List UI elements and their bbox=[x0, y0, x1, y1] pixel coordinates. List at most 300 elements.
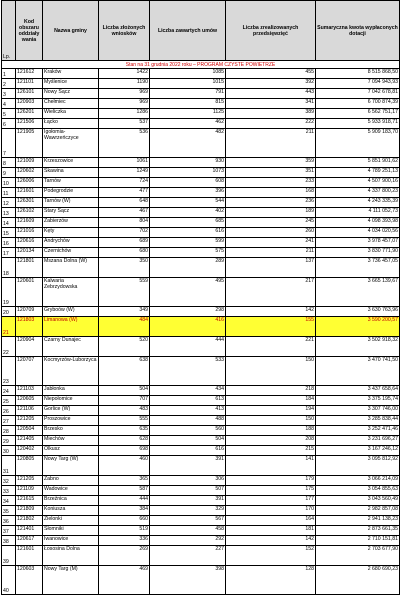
cell-umowy: 462 bbox=[150, 119, 226, 129]
cell-umowy: 533 bbox=[150, 357, 226, 386]
cell-kwota: 3 095 812,92 bbox=[316, 456, 400, 476]
cell-przedsiewziecia: 392 bbox=[226, 79, 316, 89]
cell-wnioski: 707 bbox=[99, 396, 150, 406]
cell-lp: 25 bbox=[2, 396, 16, 406]
table-row bbox=[2, 506, 400, 516]
cell-przedsiewziecia: 389 bbox=[226, 109, 316, 119]
cell-wnioski: 969 bbox=[99, 99, 150, 109]
cell-przedsiewziecia: 177 bbox=[226, 496, 316, 506]
cell-kwota: 4 243 335,39 bbox=[316, 198, 400, 208]
cell-umowy: 391 bbox=[150, 496, 226, 506]
cell-przedsiewziecia: 233 bbox=[226, 178, 316, 188]
cell-wnioski: 460 bbox=[99, 456, 150, 476]
cell-kwota: 2 941 138,23 bbox=[316, 516, 400, 526]
cell-przedsiewziecia: 211 bbox=[226, 248, 316, 258]
cell-umowy: 444 bbox=[150, 337, 226, 357]
cell-lp: 24 bbox=[2, 386, 16, 396]
cell-przedsiewziecia: 164 bbox=[226, 516, 316, 526]
cell-kwota: 7 042 678,81 bbox=[316, 89, 400, 99]
cell-umowy: 930 bbox=[150, 158, 226, 168]
cell-lp: 16 bbox=[2, 238, 16, 248]
cell-umowy: 791 bbox=[150, 89, 226, 99]
cell-kwota: 3 665 139,67 bbox=[316, 278, 400, 307]
table-row bbox=[2, 337, 400, 357]
table-row bbox=[2, 278, 400, 307]
cell-umowy: 434 bbox=[150, 386, 226, 396]
cell-lp: 20 bbox=[2, 307, 16, 317]
cell-wnioski: 635 bbox=[99, 426, 150, 436]
cell-kod: 120504 bbox=[16, 426, 43, 436]
cell-kwota: 3 736 457,05 bbox=[316, 258, 400, 278]
cell-kwota: 2 680 690,23 bbox=[316, 566, 400, 595]
cell-przedsiewziecia: 215 bbox=[226, 446, 316, 456]
cell-gmina: Iwanowice bbox=[43, 536, 99, 546]
cell-kod: 126102 bbox=[16, 208, 43, 218]
cell-gmina: Czernichów bbox=[43, 248, 99, 258]
cell-gmina: Żabno bbox=[43, 476, 99, 486]
cell-lp: 37 bbox=[2, 526, 16, 536]
cell-kod: 121801 bbox=[16, 258, 43, 278]
cell-lp: 12 bbox=[2, 198, 16, 208]
cell-kod: 120616 bbox=[16, 238, 43, 248]
cell-przedsiewziecia: 152 bbox=[226, 546, 316, 566]
cell-przedsiewziecia: 188 bbox=[226, 426, 316, 436]
cell-gmina: Olkusz bbox=[43, 446, 99, 456]
cell-kod: 120134 bbox=[16, 248, 43, 258]
cell-gmina: Zabierzów bbox=[43, 218, 99, 228]
table-row bbox=[2, 188, 400, 198]
table-row bbox=[2, 526, 400, 536]
cell-przedsiewziecia: 222 bbox=[226, 119, 316, 129]
cell-przedsiewziecia: 189 bbox=[226, 208, 316, 218]
cell-wnioski: 484 bbox=[99, 317, 150, 337]
cell-kod: 121101 bbox=[16, 79, 43, 89]
cell-kod: 120601 bbox=[16, 278, 43, 307]
cell-umowy: 292 bbox=[150, 536, 226, 546]
cell-wnioski: 269 bbox=[99, 546, 150, 566]
cell-gmina: Skawina bbox=[43, 168, 99, 178]
cell-kwota: 3 978 457,07 bbox=[316, 238, 400, 248]
cell-wnioski: 1190 bbox=[99, 79, 150, 89]
cell-lp: 32 bbox=[2, 476, 16, 486]
table-row bbox=[2, 208, 400, 218]
cell-lp: 7 bbox=[2, 129, 16, 158]
cell-umowy: 329 bbox=[150, 506, 226, 516]
cell-przedsiewziecia: 150 bbox=[226, 416, 316, 426]
cell-przedsiewziecia: 260 bbox=[226, 228, 316, 238]
cell-kod: 121205 bbox=[16, 476, 43, 486]
cell-kwota: 2 703 677,90 bbox=[316, 546, 400, 566]
cell-gmina: Zielonki bbox=[43, 516, 99, 526]
header-kwota: Sumaryczna kwota wypłaconych dotacji bbox=[316, 1, 400, 61]
table-row bbox=[2, 168, 400, 178]
cell-przedsiewziecia: 168 bbox=[226, 188, 316, 198]
cell-umowy: 544 bbox=[150, 198, 226, 208]
cell-wnioski: 349 bbox=[99, 307, 150, 317]
cell-kod: 120603 bbox=[16, 566, 43, 595]
table-row bbox=[2, 99, 400, 109]
table-row bbox=[2, 396, 400, 406]
cell-umowy: 504 bbox=[150, 436, 226, 446]
cell-kod: 120605 bbox=[16, 396, 43, 406]
cell-kwota: 5 909 183,70 bbox=[316, 129, 400, 158]
table-row bbox=[2, 416, 400, 426]
cell-wnioski: 519 bbox=[99, 526, 150, 536]
table-row bbox=[2, 89, 400, 99]
cell-lp: 30 bbox=[2, 446, 16, 456]
table-row bbox=[2, 238, 400, 248]
cell-wnioski: 469 bbox=[99, 566, 150, 595]
cell-gmina: Nowy Targ (W) bbox=[43, 456, 99, 476]
dotacje-table bbox=[1, 0, 400, 595]
table-row bbox=[2, 79, 400, 89]
cell-kwota: 3 066 214,09 bbox=[316, 476, 400, 486]
cell-lp: 1 bbox=[2, 69, 16, 79]
cell-lp: 4 bbox=[2, 99, 16, 109]
cell-przedsiewziecia: 218 bbox=[226, 386, 316, 396]
cell-lp: 18 bbox=[2, 258, 16, 278]
cell-wnioski: 336 bbox=[99, 536, 150, 546]
cell-lp: 40 bbox=[2, 566, 16, 595]
cell-kod: 120709 bbox=[16, 307, 43, 317]
cell-gmina: Gryboów (W) bbox=[43, 307, 99, 317]
cell-wnioski: 587 bbox=[99, 486, 150, 496]
cell-lp: 15 bbox=[2, 228, 16, 238]
table-row bbox=[2, 406, 400, 416]
cell-kwota: 3 437 658,64 bbox=[316, 386, 400, 396]
cell-przedsiewziecia: 175 bbox=[226, 486, 316, 496]
cell-kwota: 3 252 471,46 bbox=[316, 426, 400, 436]
cell-przedsiewziecia: 221 bbox=[226, 337, 316, 357]
table-row bbox=[2, 129, 400, 158]
cell-kod: 121506 bbox=[16, 119, 43, 129]
cell-kwota: 3 307 746,00 bbox=[316, 406, 400, 416]
cell-umowy: 227 bbox=[150, 546, 226, 566]
table-row bbox=[2, 178, 400, 188]
cell-umowy: 396 bbox=[150, 188, 226, 198]
table-row bbox=[2, 426, 400, 436]
header-umowy: Liczba zawartych umów bbox=[150, 1, 226, 61]
cell-przedsiewziecia: 217 bbox=[226, 278, 316, 307]
cell-kwota: 3 830 771,90 bbox=[316, 248, 400, 258]
cell-gmina: Nowy Sącz bbox=[43, 89, 99, 99]
table-row bbox=[2, 218, 400, 228]
table-row bbox=[2, 158, 400, 168]
cell-kod: 121103 bbox=[16, 386, 43, 396]
cell-przedsiewziecia: 341 bbox=[226, 99, 316, 109]
cell-kod: 121601 bbox=[16, 546, 43, 566]
cell-gmina: Jabłonka bbox=[43, 386, 99, 396]
cell-wnioski: 467 bbox=[99, 208, 150, 218]
cell-kwota: 3 502 918,32 bbox=[316, 337, 400, 357]
cell-gmina: Brzeźnica bbox=[43, 496, 99, 506]
cell-gmina: Myślenice bbox=[43, 79, 99, 89]
table-row bbox=[2, 69, 400, 79]
cell-gmina: Gorlice (W) bbox=[43, 406, 99, 416]
cell-wnioski: 698 bbox=[99, 446, 150, 456]
cell-lp: 27 bbox=[2, 416, 16, 426]
cell-kwota: 4 507 900,16 bbox=[316, 178, 400, 188]
cell-kod: 121609 bbox=[16, 218, 43, 228]
cell-wnioski: 350 bbox=[99, 258, 150, 278]
cell-gmina: Andrychów bbox=[43, 238, 99, 248]
cell-gmina: Łososina Dolna bbox=[43, 546, 99, 566]
cell-umowy: 599 bbox=[150, 238, 226, 248]
cell-kod: 121205 bbox=[16, 416, 43, 426]
cell-kwota: 2 710 151,81 bbox=[316, 536, 400, 546]
cell-umowy: 616 bbox=[150, 446, 226, 456]
cell-lp: 38 bbox=[2, 536, 16, 546]
cell-kwota: 3 590 200,57 bbox=[316, 317, 400, 337]
cell-przedsiewziecia: 208 bbox=[226, 436, 316, 446]
cell-lp: 2 bbox=[2, 79, 16, 89]
table-row-highlighted bbox=[2, 317, 400, 337]
cell-przedsiewziecia: 245 bbox=[226, 218, 316, 228]
cell-gmina: Mszana Dolna (W) bbox=[43, 258, 99, 278]
cell-kwota: 6 700 874,39 bbox=[316, 99, 400, 109]
cell-lp: 14 bbox=[2, 218, 16, 228]
cell-kod: 121601 bbox=[16, 188, 43, 198]
cell-lp: 34 bbox=[2, 496, 16, 506]
cell-gmina: Niepołomice bbox=[43, 396, 99, 406]
cell-kod: 121802 bbox=[16, 516, 43, 526]
cell-kwota: 3 231 696,27 bbox=[316, 436, 400, 446]
header-lp: Lp. bbox=[2, 1, 16, 61]
cell-kod: 121612 bbox=[16, 69, 43, 79]
cell-wnioski: 689 bbox=[99, 238, 150, 248]
cell-przedsiewziecia: 359 bbox=[226, 158, 316, 168]
cell-umowy: 402 bbox=[150, 208, 226, 218]
table-row bbox=[2, 307, 400, 317]
cell-wnioski: 702 bbox=[99, 228, 150, 238]
cell-przedsiewziecia: 194 bbox=[226, 406, 316, 416]
cell-przedsiewziecia: 128 bbox=[226, 566, 316, 595]
cell-gmina: Igołomia-Wawrzeńczyce bbox=[43, 129, 99, 158]
cell-umowy: 398 bbox=[150, 566, 226, 595]
cell-przedsiewziecia: 142 bbox=[226, 307, 316, 317]
cell-kod: 121109 bbox=[16, 486, 43, 496]
cell-kwota: 3 167 246,12 bbox=[316, 446, 400, 456]
cell-wnioski: 555 bbox=[99, 416, 150, 426]
cell-kod: 120805 bbox=[16, 456, 43, 476]
cell-gmina: Limanowa (W) bbox=[43, 317, 99, 337]
cell-kod: 121615 bbox=[16, 496, 43, 506]
cell-kod: 120904 bbox=[16, 337, 43, 357]
cell-umowy: 416 bbox=[150, 317, 226, 337]
cell-przedsiewziecia: 142 bbox=[226, 536, 316, 546]
cell-kod: 126301 bbox=[16, 198, 43, 208]
cell-kwota: 3 054 855,63 bbox=[316, 486, 400, 496]
subheader-text: Stan na 31 grudnia 2022 roku – PROGRAM CZYSTE POWIETRZE bbox=[2, 61, 400, 69]
cell-kod: 121905 bbox=[16, 129, 43, 158]
table-row bbox=[2, 546, 400, 566]
table-row bbox=[2, 486, 400, 496]
cell-lp: 8 bbox=[2, 158, 16, 168]
cell-lp: 29 bbox=[2, 436, 16, 446]
cell-gmina: Wieliczka bbox=[43, 109, 99, 119]
cell-gmina: Kocmyrzów-Luborzyca bbox=[43, 357, 99, 386]
cell-wnioski: 628 bbox=[99, 436, 150, 446]
cell-gmina: Tarnów bbox=[43, 178, 99, 188]
table-row bbox=[2, 386, 400, 396]
cell-kod: 121809 bbox=[16, 506, 43, 516]
cell-gmina: Brzesko bbox=[43, 426, 99, 436]
cell-lp: 5 bbox=[2, 109, 16, 119]
cell-gmina: Łącko bbox=[43, 119, 99, 129]
cell-przedsiewziecia: 241 bbox=[226, 238, 316, 248]
cell-gmina: Koniusza bbox=[43, 506, 99, 516]
cell-lp: 21 bbox=[2, 317, 16, 337]
cell-kod: 126101 bbox=[16, 89, 43, 99]
table-row bbox=[2, 476, 400, 486]
table-row bbox=[2, 566, 400, 595]
cell-umowy: 306 bbox=[150, 476, 226, 486]
cell-przedsiewziecia: 137 bbox=[226, 258, 316, 278]
cell-lp: 36 bbox=[2, 516, 16, 526]
cell-przedsiewziecia: 443 bbox=[226, 89, 316, 99]
table-row bbox=[2, 516, 400, 526]
cell-kod: 121401 bbox=[16, 526, 43, 536]
cell-wnioski: 638 bbox=[99, 357, 150, 386]
cell-umowy: 289 bbox=[150, 258, 226, 278]
cell-przedsiewziecia: 236 bbox=[226, 198, 316, 208]
cell-lp: 31 bbox=[2, 456, 16, 476]
cell-kod: 126006 bbox=[16, 178, 43, 188]
cell-przedsiewziecia: 184 bbox=[226, 396, 316, 406]
cell-wnioski: 648 bbox=[99, 198, 150, 208]
cell-wnioski: 680 bbox=[99, 248, 150, 258]
cell-wnioski: 1061 bbox=[99, 158, 150, 168]
cell-wnioski: 520 bbox=[99, 337, 150, 357]
cell-wnioski: 1286 bbox=[99, 109, 150, 119]
cell-przedsiewziecia: 351 bbox=[226, 168, 316, 178]
cell-kwota: 8 515 868,50 bbox=[316, 69, 400, 79]
cell-umowy: 507 bbox=[150, 486, 226, 496]
table-row bbox=[2, 496, 400, 506]
cell-lp: 33 bbox=[2, 486, 16, 496]
cell-lp: 9 bbox=[2, 168, 16, 178]
cell-kod: 120617 bbox=[16, 536, 43, 546]
cell-kod: 121009 bbox=[16, 158, 43, 168]
cell-wnioski: 483 bbox=[99, 406, 150, 416]
cell-wnioski: 536 bbox=[99, 129, 150, 158]
header-przedsiewziecia: Liczba zrealizowanych przedsięwzięć bbox=[226, 1, 316, 61]
cell-umowy: 482 bbox=[150, 129, 226, 158]
cell-kwota: 4 789 251,13 bbox=[316, 168, 400, 178]
cell-wnioski: 504 bbox=[99, 386, 150, 396]
cell-umowy: 298 bbox=[150, 307, 226, 317]
cell-umowy: 685 bbox=[150, 218, 226, 228]
cell-gmina: Stary Sącz bbox=[43, 208, 99, 218]
cell-gmina: Kęty bbox=[43, 228, 99, 238]
cell-lp: 28 bbox=[2, 426, 16, 436]
cell-umowy: 488 bbox=[150, 416, 226, 426]
cell-lp: 23 bbox=[2, 357, 16, 386]
cell-lp: 17 bbox=[2, 248, 16, 258]
cell-przedsiewziecia: 455 bbox=[226, 69, 316, 79]
cell-wnioski: 537 bbox=[99, 119, 150, 129]
cell-lp: 11 bbox=[2, 188, 16, 198]
cell-lp: 13 bbox=[2, 208, 16, 218]
cell-przedsiewziecia: 179 bbox=[226, 476, 316, 486]
cell-gmina: Słomniki bbox=[43, 526, 99, 536]
cell-przedsiewziecia: 170 bbox=[226, 506, 316, 516]
cell-gmina: Krzeszowice bbox=[43, 158, 99, 168]
cell-kwota: 4 337 800,23 bbox=[316, 188, 400, 198]
cell-lp: 35 bbox=[2, 506, 16, 516]
cell-wnioski: 1249 bbox=[99, 168, 150, 178]
table-row bbox=[2, 436, 400, 446]
cell-kod: 121405 bbox=[16, 436, 43, 446]
cell-gmina: Nowy Targ (M) bbox=[43, 566, 99, 595]
cell-lp: 3 bbox=[2, 89, 16, 99]
cell-przedsiewziecia: 141 bbox=[226, 456, 316, 476]
cell-gmina: Kalwaria Zebrzydowska bbox=[43, 278, 99, 307]
cell-gmina: Chełmiec bbox=[43, 99, 99, 109]
table-row bbox=[2, 258, 400, 278]
cell-lp: 6 bbox=[2, 119, 16, 129]
header-row bbox=[2, 1, 400, 61]
cell-umowy: 575 bbox=[150, 248, 226, 258]
cell-umowy: 560 bbox=[150, 426, 226, 436]
cell-kwota: 4 098 393,98 bbox=[316, 218, 400, 228]
cell-wnioski: 1422 bbox=[99, 69, 150, 79]
cell-kod: 120707 bbox=[16, 357, 43, 386]
cell-kwota: 3 043 560,49 bbox=[316, 496, 400, 506]
cell-lp: 22 bbox=[2, 337, 16, 357]
cell-umowy: 567 bbox=[150, 516, 226, 526]
cell-wnioski: 724 bbox=[99, 178, 150, 188]
cell-lp: 26 bbox=[2, 406, 16, 416]
cell-wnioski: 365 bbox=[99, 476, 150, 486]
cell-przedsiewziecia: 211 bbox=[226, 129, 316, 158]
header-wnioski: Liczba złożonych wniosków bbox=[99, 1, 150, 61]
cell-gmina: Miechów bbox=[43, 436, 99, 446]
cell-kwota: 2 982 857,08 bbox=[316, 506, 400, 516]
cell-kod: 120903 bbox=[16, 99, 43, 109]
cell-lp: 39 bbox=[2, 546, 16, 566]
cell-kod: 121803 bbox=[16, 317, 43, 337]
cell-umowy: 391 bbox=[150, 456, 226, 476]
cell-kwota: 3 470 741,50 bbox=[316, 357, 400, 386]
cell-kwota: 3 375 195,74 bbox=[316, 396, 400, 406]
cell-kod: 120602 bbox=[16, 168, 43, 178]
cell-wnioski: 477 bbox=[99, 188, 150, 198]
cell-kwota: 7 094 943,93 bbox=[316, 79, 400, 89]
header-gmina: Nazwa gminy bbox=[43, 1, 99, 61]
table-row bbox=[2, 536, 400, 546]
cell-gmina: Wadowice bbox=[43, 486, 99, 496]
table-row bbox=[2, 446, 400, 456]
cell-umowy: 616 bbox=[150, 228, 226, 238]
header-kod: Kod obszaru oddziały wania bbox=[16, 1, 43, 61]
cell-kwota: 2 873 661,35 bbox=[316, 526, 400, 536]
cell-umowy: 1125 bbox=[150, 109, 226, 119]
cell-gmina: Kraków bbox=[43, 69, 99, 79]
cell-umowy: 458 bbox=[150, 526, 226, 536]
cell-gmina: Tarnów (W) bbox=[43, 198, 99, 208]
cell-kwota: 3 285 838,44 bbox=[316, 416, 400, 426]
cell-gmina: Czarny Dunajec bbox=[43, 337, 99, 357]
cell-kwota: 4 111 052,73 bbox=[316, 208, 400, 218]
cell-umowy: 413 bbox=[150, 406, 226, 416]
table-row bbox=[2, 109, 400, 119]
cell-gmina: Podegrodzie bbox=[43, 188, 99, 198]
subheader-row bbox=[2, 61, 400, 69]
cell-kod: 120402 bbox=[16, 446, 43, 456]
table-row bbox=[2, 456, 400, 476]
cell-umowy: 608 bbox=[150, 178, 226, 188]
